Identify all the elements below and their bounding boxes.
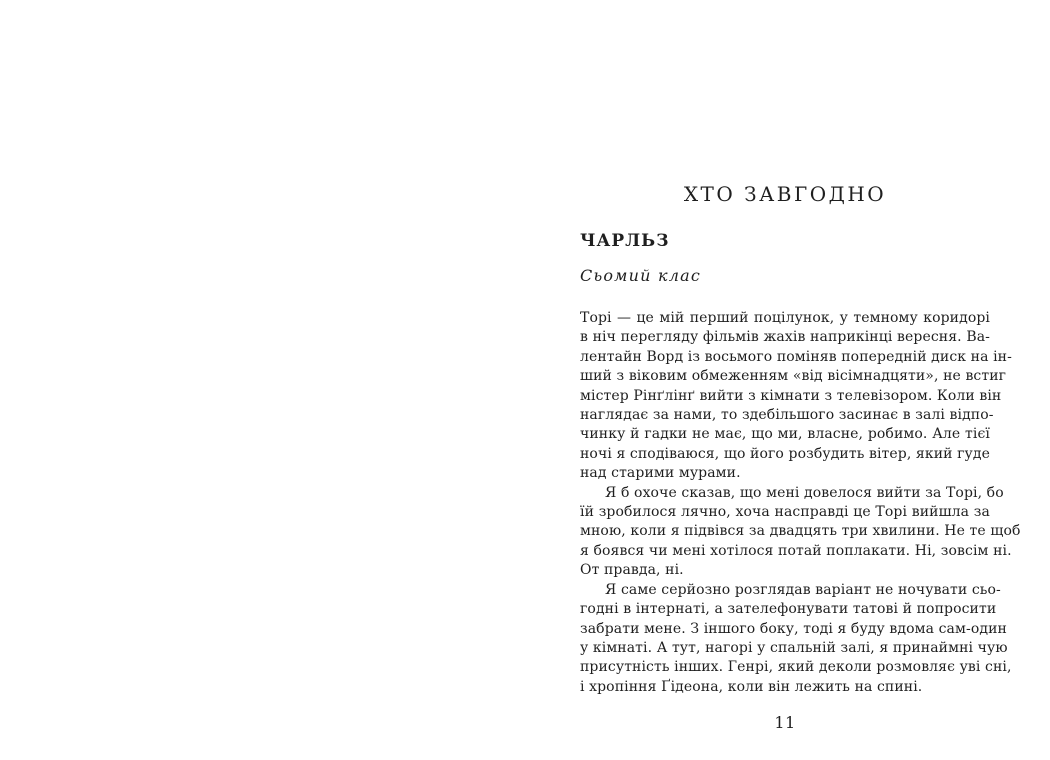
- page-title: ХТО ЗАВГОДНО: [683, 182, 887, 206]
- text-line: їй зробилося лячно, хоча насправді це Торі вийшла за: [580, 504, 990, 521]
- text-line: і хропіння Ґідеона, коли він лежить на спині.: [580, 678, 923, 695]
- paragraph: [580, 309, 1012, 484]
- text-line: годні в інтернаті, а зателефонувати татові й попросити: [580, 601, 997, 618]
- text-line: Я саме серйозно розглядав варіант не ночувати сьо-: [605, 581, 1001, 598]
- page-number: 11: [774, 713, 796, 732]
- text-line: забрати мене. З іншого боку, тоді я буду вдома сам-один: [580, 620, 1007, 637]
- text-line: присутність інших. Генрі, який деколи розмовляє уві сні,: [580, 659, 1012, 676]
- text-line: лентайн Ворд із восьмого поміняв попередній диск на ін-: [580, 348, 1012, 365]
- text-line: наглядає за нами, то здебільшого засинає в залі відпо-: [580, 407, 994, 424]
- body-text: [580, 309, 1021, 697]
- section-subtitle: Сьомий клас: [580, 266, 701, 285]
- text-line: чинку й гадки не має, що ми, власне, робимо. Але тієї: [580, 426, 990, 443]
- text-line: ший з віковим обмеженням «від вісімнадцяти», не встиг: [580, 368, 1007, 385]
- text-line: От правда, ні.: [580, 562, 684, 579]
- chapter-heading: ЧАРЛЬЗ: [580, 231, 670, 251]
- text-line: в ніч перегляду фільмів жахів наприкінці вересня. Ва-: [580, 329, 990, 346]
- text-line: Торі — це мій перший поцілунок, у темному коридорі: [580, 310, 990, 326]
- text-line: над старими мурами.: [580, 465, 741, 482]
- paragraph: [580, 484, 1021, 581]
- text-line: Я б охоче сказав, що мені довелося вийти за Торі, бо: [605, 484, 1004, 501]
- paragraph: [580, 581, 1012, 697]
- text-line: у кімнаті. А тут, нагорі у спальній залі, я принаймні чую: [580, 639, 1008, 656]
- text-line: ночі я сподіваюся, що його розбудить вітер, який гуде: [580, 445, 990, 462]
- text-line: я боявся чи мені хотілося потай поплакати. Ні, зовсім ні.: [580, 542, 1012, 559]
- text-line: містер Рінґлінґ вийти з кімнати з телевізором. Коли він: [580, 387, 1002, 404]
- text-line: мною, коли я підвівся за двадцять три хвилини. Не те щоб: [580, 523, 1021, 540]
